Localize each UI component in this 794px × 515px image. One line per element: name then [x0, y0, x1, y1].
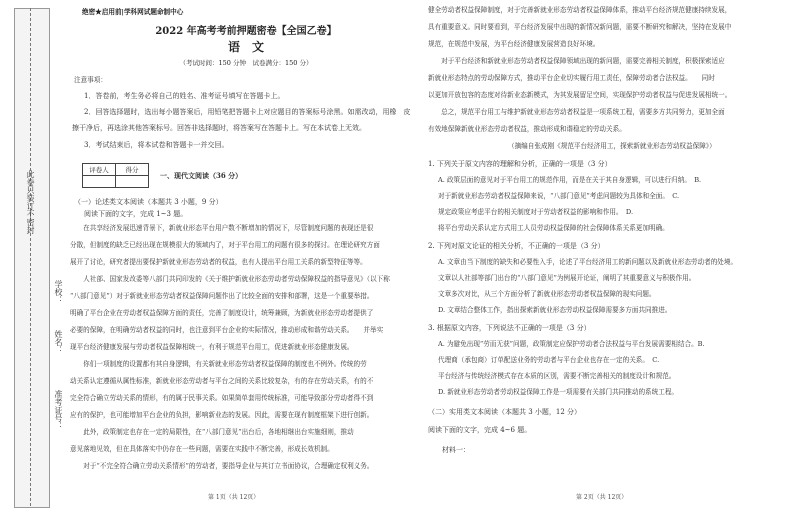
passage-line: 规范，在规范中发展，为平台经济健康发展营造良好环境。	[428, 40, 600, 48]
q1-option: A. 政策层面的意见对于平台用工的规范作用，而是在关于其自身逻辑，可以进行归纳。 B.	[438, 176, 702, 184]
notice-3: 3．考试结束后，将本试卷和答题卡一并交回。	[84, 141, 229, 149]
page-footer: 第 1页（共 12页）	[208, 494, 260, 501]
school-label: 学校：	[54, 280, 63, 304]
question-3: 3. 根据原文内容，下列说法不正确的一项是（3 分）	[428, 324, 591, 332]
section-2-heading: （二）实用类文本阅读（本题共 3 小题，12 分）	[428, 408, 582, 416]
exam-number-label: 准考证号：	[54, 390, 63, 430]
passage-line: 以更加开放包容的态度对待新业态新模式，为其发展留足空间，实现保护劳动者权益与促进发展相统一。	[428, 91, 732, 99]
passage-line: 意见落地见效，但在具体落实中仍存在一些问题，需要在实践中不断完善，形成长效机制。	[70, 445, 334, 453]
passage-line: 对于平台经济和新就业形态劳动者权益保障领域出现的新问题，需要完善相关制度，积极探索适应	[428, 57, 725, 65]
passage-line: 动关系认定遵循从属性标准，新就业形态劳动者与平台之间的关系比较复杂，有的存在劳动关系，有的不	[70, 377, 374, 385]
subject-title: 语 文	[227, 40, 264, 54]
passage-line: 应有的保护，也可能增加平台企业的负担，影响新业态的发展。因此，需要在现有制度框架下进行创新。	[70, 411, 374, 419]
binding-strip	[14, 8, 50, 508]
passage-line: 对于“不完全符合确立劳动关系情形”的劳动者，要指导企业与其订立书面协议，合理确定权利义务。	[70, 462, 374, 470]
q3-option: 平台经济与传统经济模式存在本质的区别，需要不断完善相关的制度设计和规范。	[438, 372, 676, 380]
q2-option: A. 文章由当下制度的缺失和必要性入手，论述了平台经济用工的新问题以及新就业形态劳动者的处境。	[438, 258, 738, 266]
passage-line: 人社部、国家发改委等八部门共同印发的《关于维护新就业形态劳动者劳动保障权益的指导意见》（以下称	[70, 275, 390, 283]
notice-2b: 擦干净后，再选涂其他答案标号。回答非选择题时，将答案写在答题卡上。写在本试卷上无效。	[72, 124, 366, 132]
passage-line: 展开了讨论，研究者提出要保护新就业形态劳动者的权益，也有人提出平台用工关系的新型特征等等。	[70, 258, 367, 266]
exam-info: （考试时间：150 分钟 试卷满分：150 分）	[179, 59, 313, 67]
passage-line: 健全劳动者权益保障制度，对于完善新就业形态劳动者权益保障体系，推动平台经济规范健康持续发展，	[428, 6, 732, 14]
grader-cell	[83, 176, 116, 188]
grader-header: 评卷人	[83, 164, 116, 176]
score-header: 得分	[116, 164, 149, 176]
seal-dashed-line	[30, 8, 31, 506]
passage-source: （摘编自张成刚《规范平台经济用工，探索新就业形态劳动权益保障》）	[508, 142, 716, 150]
watermark-text: 绝密★启用前|学科网试题命制中心	[82, 8, 184, 16]
passage-line: 具有重要意义。同时要看到，平台经济发展中出现的新情况新问题，需要不断研究和解决，坚持在发展中	[428, 23, 732, 31]
instruction-2: 阅读下面的文字，完成 4~6 题。	[428, 426, 532, 434]
passage-line: 现平台经济健康发展与劳动者权益保障相统一，有利于规范平台用工，促进新就业形态健康发展。	[70, 343, 354, 351]
material-label: 材料一：	[442, 446, 470, 454]
q2-option: 文章多次对比，从三个方面分析了新就业形态劳动者权益保障的现实问题。	[438, 290, 656, 298]
question-1: 1. 下列关于原文内容的理解和分析，正确的一项是（3 分）	[428, 160, 612, 168]
q1-option: 将平台劳动关系认定方式用工人员劳动权益保障的社会保障体系关系更加明确。	[438, 224, 669, 232]
q1-option: 规定政策应考虑平台的相关制度对于劳动者权益的影响和作用。 D.	[438, 208, 634, 216]
q3-option: A. 为避免出现“劳而无获”问题，政策制定应保护劳动者合法权益与平台发展需要相结合。B.	[438, 340, 705, 348]
section-heading: 一、现代文阅读（36 分）	[160, 172, 243, 180]
passage-line: 分散，但制度的缺乏已经出现在规模很大的领域内了，对于平台用工的问题有很多的探讨。在理论研究方面	[70, 241, 380, 249]
exam-title: 2022 年高考考前押题密卷【全国乙卷】	[155, 26, 337, 37]
q1-option: 对于新就业形态劳动者权益保障来说，“八部门意见”考虑问题较为具体和全面。 C.	[438, 192, 680, 200]
passage-line: 在共享经济发展迅速背景下，新就业形态平台用户数不断增加的情况下，尽管制度问题的表现还是很	[70, 224, 374, 232]
page-footer: 第 2页（共 12页）	[576, 494, 628, 501]
q3-option: 代理商（承包商）订单配送业务的劳动者与平台企业也存在一定的关系。 C.	[438, 356, 660, 364]
instruction: 阅读下面的文字，完成 1~3 题。	[84, 210, 188, 218]
passage-line: 明确了平台企业在劳动者权益保障方面的责任，完善了制度设计，统筹兼顾，为新就业形态劳动者提供了	[70, 309, 374, 317]
passage-line: 有效地保障新就业形态劳动者权益，推动形成和谐稳定的劳动关系。	[428, 125, 626, 133]
passage-line: 总之，规范平台用工与维护新就业形态劳动者权益是一项系统工程，需要多方共同努力，更加全面	[428, 108, 725, 116]
question-2: 2. 下列对原文论证的相关分析，不正确的一项是（3 分）	[428, 242, 605, 250]
name-label: 姓名：	[54, 330, 63, 354]
passage-line: 此外，政策制定也存在一定的局限性，在“八部门意见”出台后，各地相继出台实施细则，推动	[70, 428, 354, 436]
passage-line: 必要的保障，在明确劳动者权益的同时，也注意到平台企业的实际情况，推动形成和谐劳动关系。 并举实	[70, 326, 384, 334]
notice-heading: 注意事项：	[74, 76, 107, 84]
score-table	[82, 163, 149, 188]
score-cell	[116, 176, 149, 188]
notice-1: 1．答卷前，考生务必将自己的姓名、准考证号填写在答题卡上。	[84, 92, 285, 100]
passage-line: 你们一项制度的设置都有其自身逻辑，有关新就业形态劳动者权益保障的制度也不例外。传统的劳	[70, 360, 367, 368]
q2-option: D. 文章结合整体工作，指出探索新就业形态劳动权益保障需要多方面共同推进。	[438, 306, 672, 314]
passage-line: 完全符合确立劳动关系的情形，有的属于民事关系。如果简单套用传统标准，可能导致部分劳动者得不到	[70, 394, 374, 402]
q2-option: 文章以人社部等部门出台的“八部门意见”为例展开论证，阐明了其重要意义与积极作用。	[438, 274, 696, 282]
sub-heading: （一）论述类文本阅读（本题共 3 小题，9 分）	[74, 198, 223, 206]
passage-line: 新就业形态特点的劳动保障方式，推动平台企业切实履行用工责任，保障劳动者合法权益。 同时	[428, 74, 715, 82]
q3-option: D. 新就业形态劳动者劳动权益保障工作是一项需要有关部门共同推动的系统工程。	[438, 388, 679, 396]
binding-margin	[0, 0, 62, 515]
notice-2: 2．回答选择题时，选出每小题答案后，用铅笔把答题卡上对应题目的答案标号涂黑。如需改动，用橡 皮	[84, 108, 411, 116]
passage-line: “八部门意见”）对于新就业形态劳动者权益保障问题作出了比较全面的安排和部署，这是一个重要举措。	[70, 292, 374, 300]
seal-line-text: 此卷只装订不密封	[26, 170, 35, 234]
